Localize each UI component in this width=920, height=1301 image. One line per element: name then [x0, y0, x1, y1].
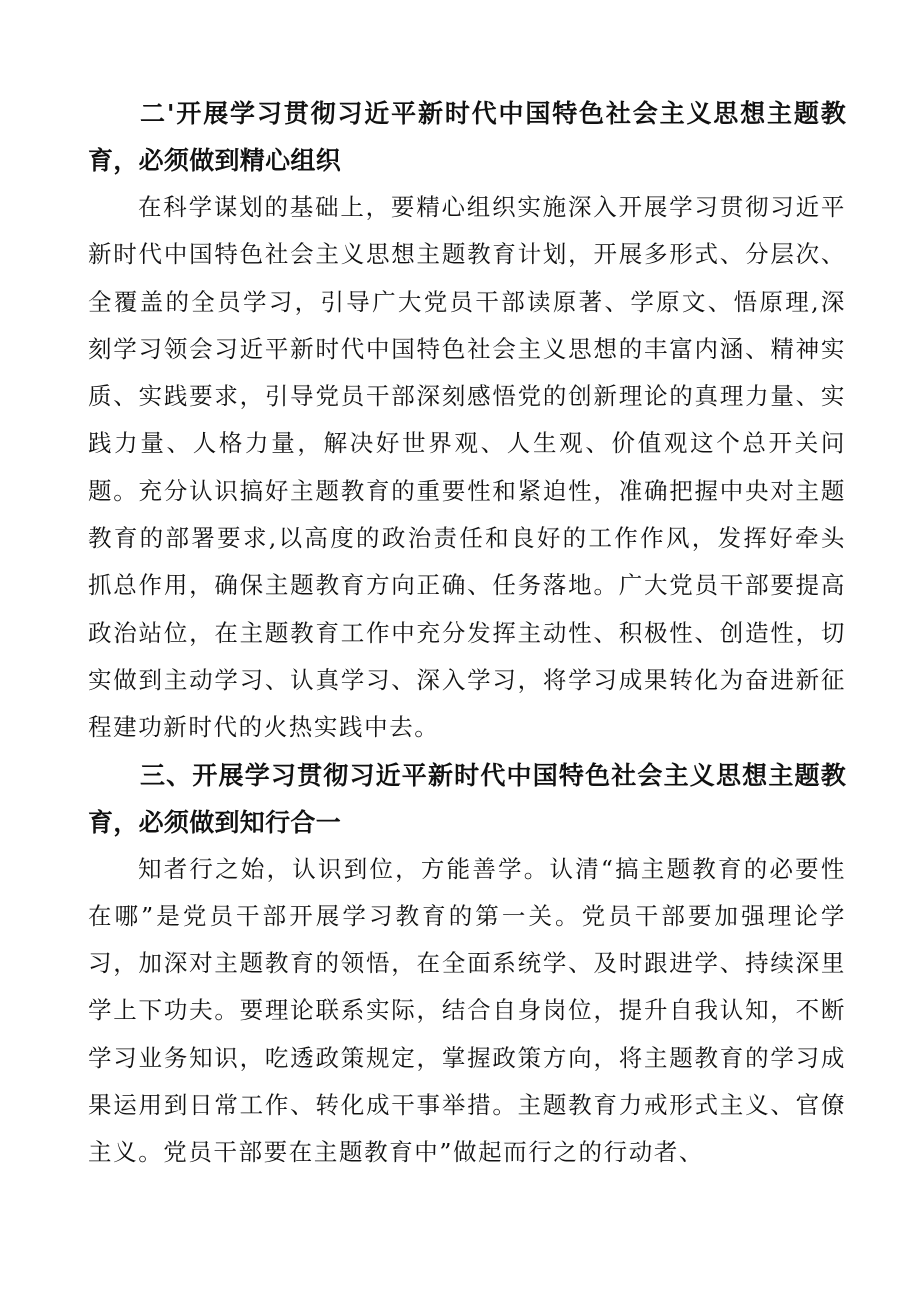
- document-page: [88, 90, 846, 1177]
- section-2-paragraph: 在科学谋划的基础上，要精心组织实施深入开展学习贯彻习近平新时代中国特色社会主义思想主题教育计划，开展多形式、分层次、全覆盖的全员学习，引导广大党员干部读原著、学原文、悟原理,深刻学习领会习近平新时代中国特色社会主义思想的丰富内涵、精神实质、实践要求，引导党员干部深刻感悟党的创新理论的真理力量、实践力量、人格力量，解决好世界观、人生观、价值观这个总开关问题。充分认识搞好主题教育的重要性和紧迫性，准确把握中央对主题教育的部署要求,以高度的政治责任和良好的工作作风，发挥好牵头抓总作用，确保主题教育方向正确、任务落地。广大党员干部要提高政治站位，在主题教育工作中充分发挥主动性、积极性、创造性，切实做到主动学习、认真学习、深入学习，将学习成果转化为奋进新征程建功新时代的火热实践中去。: [88, 193, 847, 742]
- section-3-heading: 三、开展学习贯彻习近平新时代中国特色社会主义思想主题教育，必须做到知行合一: [88, 760, 846, 837]
- section-3-paragraph: 知者行之始，认识到位，方能善学。认清“搞主题教育的必要性在哪”是党员干部开展学习教育的第一关。党员干部要加强理论学习，加深对主题教育的领悟，在全面系统学、及时跟进学、持续深里学上下功夫。要理论联系实际，结合自身岗位，提升自我认知，不断学习业务知识，吃透政策规定，掌握政策方向，将主题教育的学习成果运用到日常工作、转化成干事举措。主题教育力戒形式主义、官僚主义。党员干部要在主题教育中”做起而行之的行动者、: [88, 854, 846, 1167]
- section-2-heading: 二'开展学习贯彻习近平新时代中国特色社会主义思想主题教育，必须做到精心组织: [88, 99, 846, 175]
